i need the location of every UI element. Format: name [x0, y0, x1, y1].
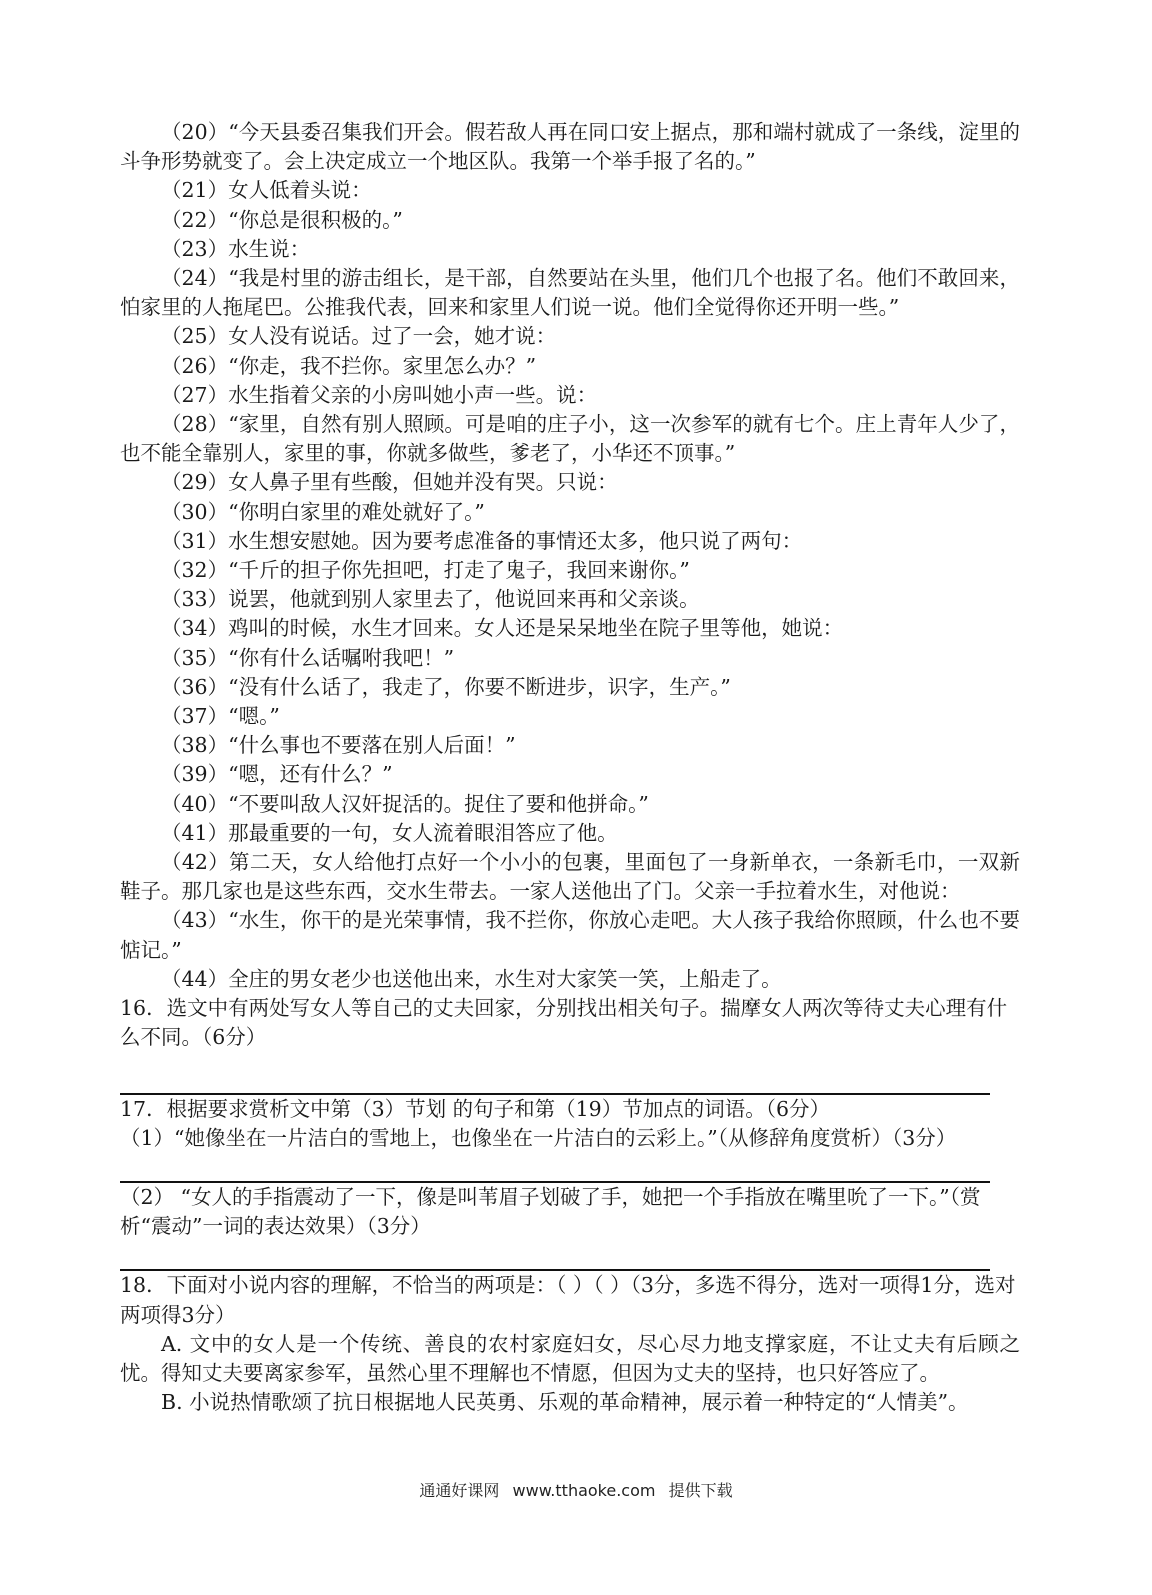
paragraph-40: （40）“不要叫敌人汉奸捉活的。捉住了要和他拼命。” — [161, 791, 649, 816]
paragraph-21: （21）女人低着头说： — [161, 178, 372, 203]
paragraph-27: （27）水生指着父亲的小房叫她小声一些。说： — [161, 382, 598, 407]
paragraph-30: （30）“你明白家里的难处就好了。” — [161, 499, 485, 524]
paragraph-41: （41）那最重要的一句，女人流着眼泪答应了他。 — [161, 820, 618, 845]
paragraph-32: （32）“千斤的担子你先担吧，打走了鬼子，我回来谢你。” — [161, 558, 690, 583]
paragraph-37: （37）“嗯。” — [161, 704, 280, 729]
paragraph-44: （44）全庄的男女老少也送他出来，水生对大家笑一笑，上船走了。 — [161, 966, 782, 991]
paragraph-28: （28）“家里，自然有别人照顾。可是咱的庄子小，这一次参军的就有七个。庄上青年人少了，也不能全靠别人，家里的事，你就多做些，爹老了，小华还不顶事。” — [120, 412, 1020, 466]
footer-url: www.tthaoke.com — [512, 1481, 656, 1500]
option-b: B. 小说热情歌颂了抗日根据地人民英勇、乐观的革命精神，展示着一种特定的“人情美”。 — [161, 1390, 969, 1415]
paragraph-33: （33）说罢，他就到别人家里去了，他说回来再和父亲谈。 — [161, 587, 700, 612]
paragraph-25: （25）女人没有说话。过了一会，她才说： — [161, 324, 557, 349]
paragraph-24: （24）“我是村里的游击组长，是干部，自然要站在头里，他们几个也报了名。他们不敢回来，怕家里的人拖尾巴。公推我代表，回来和家里人们说一说。他们全觉得你还开明一些。” — [120, 266, 1020, 320]
paragraph-26: （26）“你走，我不拦你。家里怎么办？” — [161, 353, 537, 378]
paragraph-22: （22）“你总是很积极的。” — [161, 207, 403, 232]
question-16: 16．选文中有两处写女人等自己的丈夫回家，分别找出相关句子。揣摩女人两次等待丈夫心理有什么不同。（6分） — [120, 996, 1008, 1050]
footer-site-name: 通通好课网 — [419, 1481, 500, 1500]
paragraph-34: （34）鸡叫的时候，水生才回来。女人还是呆呆地坐在院子里等他，她说： — [161, 616, 844, 641]
paragraph-43: （43）“水生，你干的是光荣事情，我不拦你，你放心走吧。大人孩子我给你照顾，什么也不要惦记。” — [120, 908, 1020, 962]
option-a: A. 文中的女人是一个传统、善良的农村家庭妇女，尽心尽力地支撑家庭，不让丈夫有后顾之忧。得知丈夫要离家参军，虽然心里不理解也不情愿，但因为丈夫的坚持，也只好答应了。 — [120, 1331, 1020, 1385]
paragraph-29: （29）女人鼻子里有些酸，但她并没有哭。只说： — [161, 470, 618, 495]
paragraph-42: （42）第二天，女人给他打点好一个小小的包裹，里面包了一身新单衣，一条新毛巾，一双新鞋子。那几家也是这些东西，交水生带去。一家人送他出了门。父亲一手拉着水生，对他说： — [120, 850, 1020, 904]
paragraph-36: （36）“没有什么话了，我走了，你要不断进步，识字，生产。” — [161, 674, 731, 699]
paragraph-38: （38）“什么事也不要落在别人后面！” — [161, 733, 516, 758]
paragraph-35: （35）“你有什么话嘱咐我吧！” — [161, 645, 455, 670]
question-17: 17．根据要求赏析文中第（3）节划 的句子和第（19）节加点的词语。（6分） — [120, 1096, 831, 1121]
paragraph-23: （23）水生说： — [161, 236, 311, 261]
question-18: 18．下面对小说内容的理解，不恰当的两项是：（ ）（ ）（3分，多选不得分，选对一项得1分，选对两项得3分） — [120, 1273, 1016, 1327]
question-17-1: （1）“她像坐在一片洁白的雪地上，也像坐在一片洁白的云彩上。”（从修辞角度赏析）（3分） — [120, 1125, 957, 1150]
question-17-2: （2） “女人的手指震动了一下，像是叫苇眉子划破了手，她把一个手指放在嘴里吮了一下。”（赏析“震动”一词的表达效果）（3分） — [120, 1184, 981, 1239]
page-content — [120, 118, 1020, 1417]
footer-tail: 提供下载 — [668, 1481, 733, 1500]
paragraph-31: （31）水生想安慰她。因为要考虑准备的事情还太多，他只说了两句： — [161, 528, 803, 553]
paragraph-39: （39）“嗯，还有什么？” — [161, 762, 393, 787]
paragraph-20: （20）“今天县委召集我们开会。假若敌人再在同口安上据点，那和端村就成了一条线，淀里的斗争形势就变了。会上决定成立一个地区队。我第一个举手报了名的。” — [120, 120, 1020, 174]
page-footer — [0, 1478, 1152, 1501]
